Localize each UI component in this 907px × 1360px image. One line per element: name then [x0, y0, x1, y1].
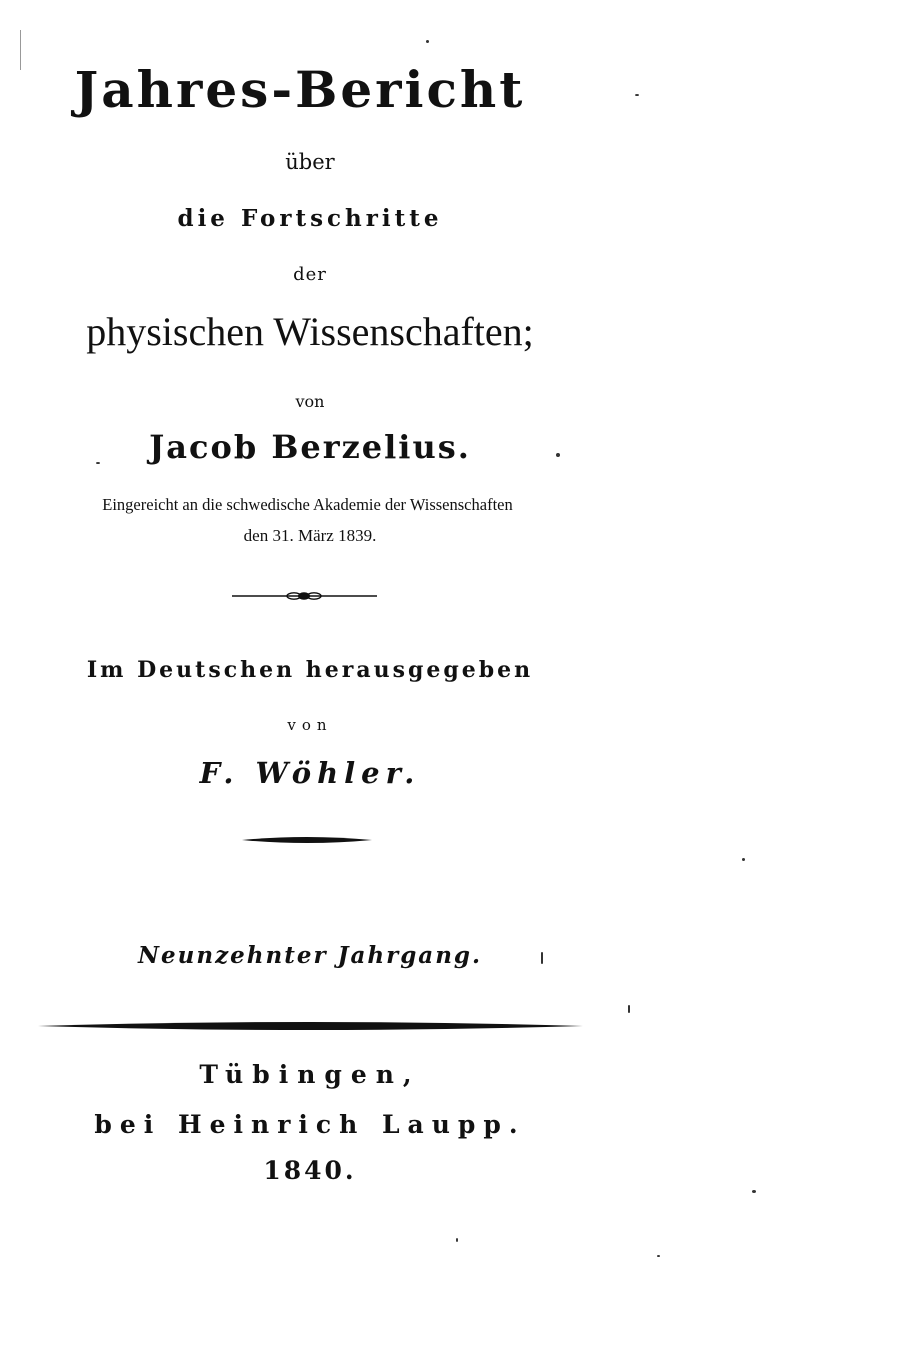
scan-speck	[20, 30, 21, 70]
scan-speck	[752, 1190, 756, 1193]
scan-speck	[541, 952, 543, 964]
ornamental-rule-top	[232, 590, 377, 602]
scan-speck	[635, 94, 639, 96]
submission-note: Eingereicht an die schwedische Akademie der Wissenschaften	[102, 495, 513, 514]
scan-speck	[628, 1005, 630, 1013]
title-subject: physischen Wissenschaften;	[86, 309, 534, 354]
ornamental-rule-middle	[242, 832, 372, 848]
book-title: Jahres-Bericht	[74, 60, 526, 119]
volume-label: Neunzehnter Jahrgang.	[137, 942, 483, 969]
german-edition-line: Im Deutschen herausgegeben	[86, 657, 534, 683]
publication-year: 1840.	[263, 1156, 357, 1185]
scan-speck	[456, 1238, 458, 1242]
ornamental-rule-bottom	[38, 1018, 583, 1034]
scan-speck	[556, 453, 560, 457]
author-name: Jacob Berzelius.	[149, 428, 471, 466]
publisher-name: bei Heinrich Laupp.	[94, 1110, 526, 1139]
scan-speck	[426, 40, 429, 43]
scan-speck	[96, 462, 100, 464]
scan-speck	[657, 1255, 660, 1257]
scan-speck	[742, 858, 745, 861]
by-line-author: von	[295, 392, 325, 411]
title-line-ueber: über	[285, 150, 335, 174]
submission-date: den 31. März 1839.	[243, 526, 377, 545]
editor-name: F. Wöhler.	[199, 756, 421, 790]
publication-city: Tübingen,	[199, 1060, 421, 1089]
title-line-der: der	[293, 264, 327, 285]
title-line-fortschritte: die Fortschritte	[177, 205, 443, 232]
by-line-editor: von	[287, 716, 333, 734]
